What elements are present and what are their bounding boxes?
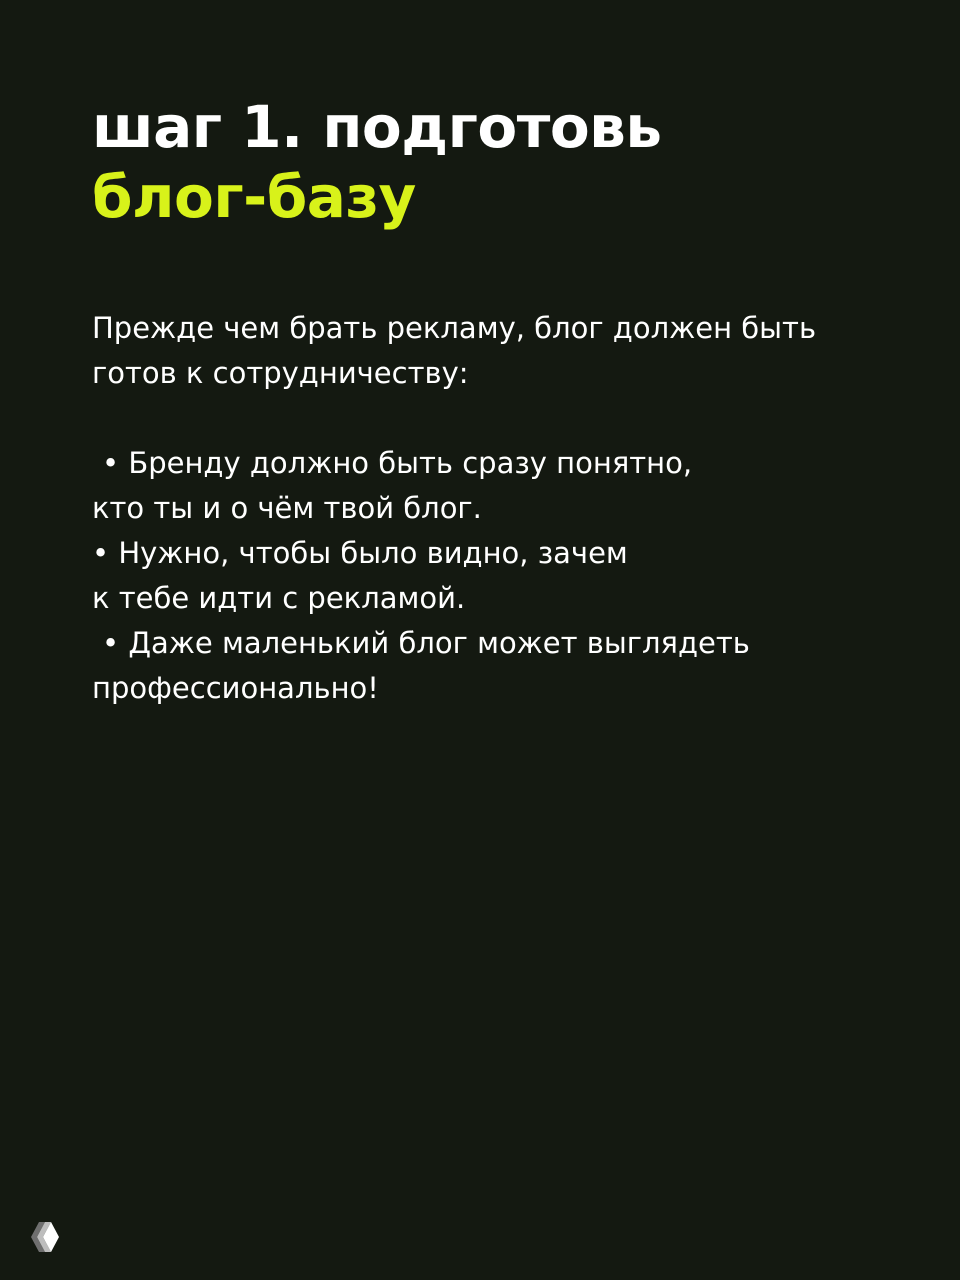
bullet-2-text: Нужно, чтобы было видно, зачем xyxy=(118,536,628,570)
bullet-1-line-2: кто ты и о чём твой блог. xyxy=(92,491,482,525)
intro-line-1: Прежде чем брать рекламу, блог должен быть xyxy=(92,311,817,345)
bullet-1-text: Бренду должно быть сразу понятно, xyxy=(128,446,693,480)
bullet-3-line-1 xyxy=(92,621,892,666)
bullet-3-line-2: профессионально! xyxy=(92,671,379,705)
bullet-1-symbol: • xyxy=(102,446,120,480)
brand-logo-icon xyxy=(30,1220,60,1254)
body-text xyxy=(92,306,892,711)
bullet-3-symbol: • xyxy=(102,626,120,660)
bullet-2-line-2: к тебе идти с рекламой. xyxy=(92,581,466,615)
bullet-2-symbol: • xyxy=(92,536,110,570)
intro-line-2: готов к сотрудничеству: xyxy=(92,356,469,390)
title-line-2-accent: блог-базу xyxy=(92,163,416,231)
page-title xyxy=(92,92,662,232)
title-line-1: шаг 1. подготовь xyxy=(92,93,662,161)
bullet-1-line-1 xyxy=(92,441,892,486)
bullet-3-text: Даже маленький блог может выглядеть xyxy=(128,626,750,660)
bullet-2-line-1 xyxy=(92,531,892,576)
